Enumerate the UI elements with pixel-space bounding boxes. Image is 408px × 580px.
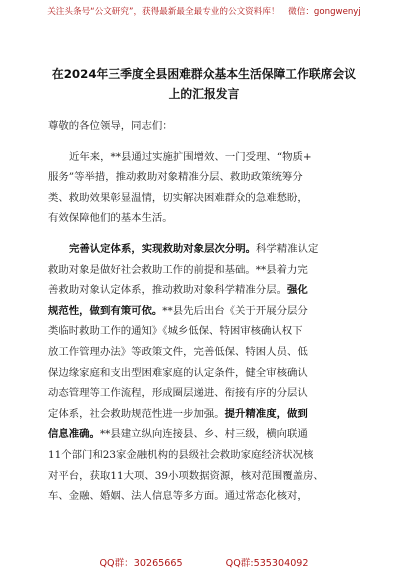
title-line-1: 在2024年三季度全县困难群众基本生活保障工作联席会议 xyxy=(51,67,357,81)
paragraph-line: 对平台，获取11大项、39小项数据资源，核对范围覆盖房、 xyxy=(48,469,324,482)
paragraph-line xyxy=(48,404,370,425)
qq-group-2: QQ群:535304092 xyxy=(225,558,309,569)
paragraph-line: 类、救助效果彰显温情，切实解决困难群众的急难愁盼， xyxy=(48,191,308,204)
paragraph-text: 科学精准认定 xyxy=(256,242,319,255)
paragraph-line: 放工作管理办法》等政策文件，完善低保、特困人员、低 xyxy=(48,345,308,358)
paragraph-line: 服务”等举措，推动救助对象精准分层、救助政策统筹分 xyxy=(48,171,303,184)
paragraph-line: 类临时救助工作的通知》《城乡低保、特困审核确认权下 xyxy=(48,325,303,338)
paragraph-line: 车、金融、婚姻、法人信息等多方面。通过常态化核对， xyxy=(48,490,308,503)
document-body xyxy=(48,116,370,517)
document-title xyxy=(40,64,368,104)
paragraph-line xyxy=(48,424,370,445)
footer-contacts xyxy=(0,558,408,570)
subheading-bold: 信息准确。 xyxy=(48,428,100,441)
subheading-bold: 规范性，做到有策可依。 xyxy=(48,304,163,317)
qq-group-1: QQ群：30265665 xyxy=(99,558,183,569)
subheading-bold: 提升精准度，做到 xyxy=(224,407,308,420)
paragraph-line: 保边缘家庭和支出型困难家庭的认定条件，健全审核确认 xyxy=(48,366,308,379)
paragraph-line: 有效保障他们的基本生活。 xyxy=(48,212,173,225)
paragraph-line: 11个部门和23家金融机构的县级社会救助家庭经济状况核 xyxy=(48,448,314,461)
paragraph-text: **县建立纵向连接县、乡、村三级，横向联通 xyxy=(99,428,308,441)
paragraph-text: 善救助对象认定体系，推动救助对象科学精准分层。 xyxy=(48,284,287,297)
paragraph-2 xyxy=(48,239,370,507)
paragraph-text: **县先后出台《关于开展分层分 xyxy=(162,304,308,317)
paragraph-line: 动态管理等工作流程，形成圈层递进、衔接有序的分层认 xyxy=(48,387,308,400)
paragraph-line: 近年来，**县通过实施扩围增效、一门受理、“物质+ xyxy=(69,150,312,163)
subheading-bold: 强化 xyxy=(286,284,308,297)
paragraph-1 xyxy=(48,147,370,229)
header-banner: 关注头条号“公文研究”，获得最新最全最专业的公文资料库！ 微信：gongwenyj xyxy=(47,7,361,17)
paragraph-line xyxy=(48,239,370,260)
greeting xyxy=(48,116,370,137)
paragraph-line xyxy=(48,301,370,322)
title-line-2: 上的汇报发言 xyxy=(168,87,240,101)
paragraph-text: 定体系，社会救助规范性进一步加强。 xyxy=(48,407,225,420)
section-heading-bold: 完善认定体系，实现救助对象层次分明。 xyxy=(69,242,257,255)
paragraph-line: 救助对象是做好社会救助工作的前提和基础。**县着力完 xyxy=(48,263,308,276)
paragraph-line xyxy=(48,280,370,301)
greeting-line: 尊敬的各位领导，同志们： xyxy=(48,120,173,132)
